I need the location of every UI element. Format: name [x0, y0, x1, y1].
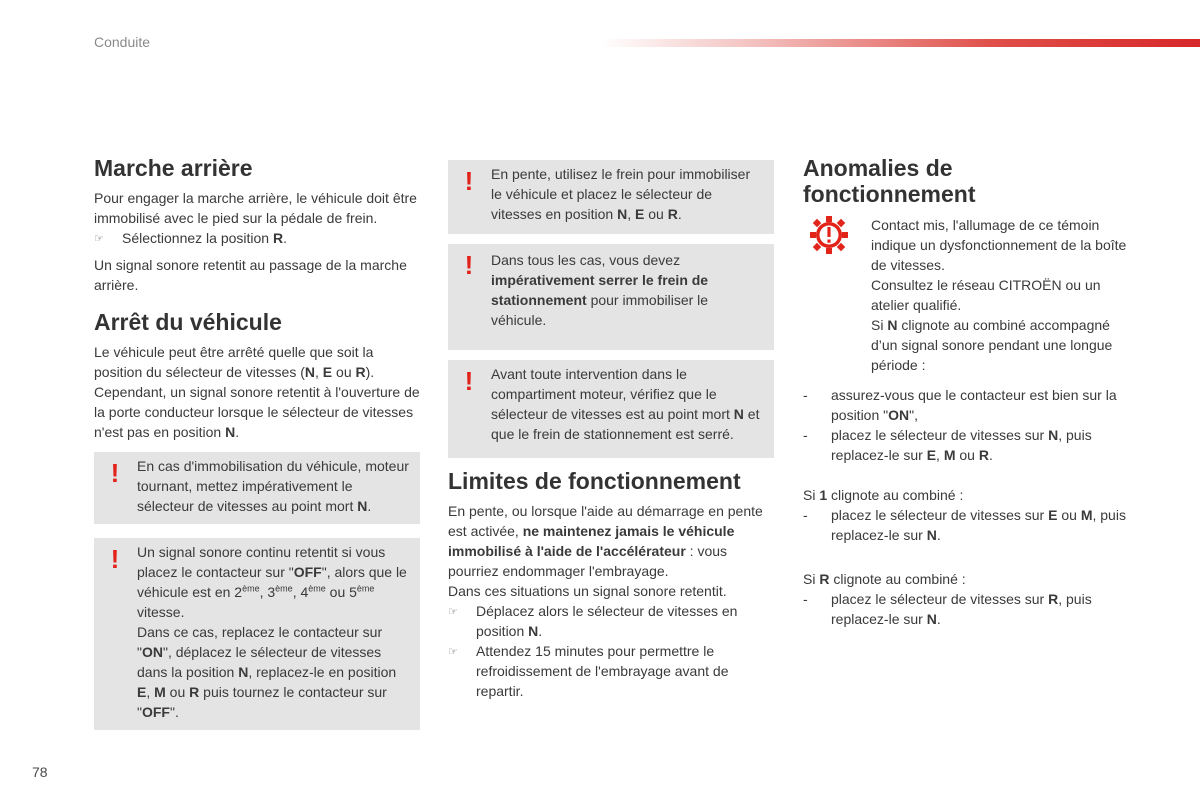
anomalies-p1: Contact mis, l'allumage de ce témoin indique un dysfonctionnement de la boîte de vitesses. — [871, 217, 1127, 273]
exclamation-icon: ! — [464, 166, 474, 196]
anomalies-si-R: Si R clignote au combiné : — [803, 571, 966, 587]
anomalies-dash-4: - placez le sélecteur de vitesses sur R, puis replacez-le sur N. — [803, 591, 1092, 627]
pointing-hand-icon: ☞ — [94, 233, 104, 245]
limites-step-1: ☞ Déplacez alors le sélecteur de vitesses en position N. — [448, 603, 738, 639]
marche-arriere-intro: Pour engager la marche arrière, le véhicule doit être immobilisé avec le pied sur la pédale de frein. — [94, 190, 417, 226]
warning-box-frein-stationnement: ! Dans tous les cas, vous devez impérativement serrer le frein de stationnement pour immobiliser le véhicule. — [448, 244, 774, 350]
dash-bullet: - — [803, 427, 808, 443]
exclamation-icon: ! — [464, 250, 474, 280]
column-right — [803, 155, 1133, 629]
column-middle — [448, 160, 774, 701]
anomalies-intro — [803, 215, 1133, 375]
pointing-hand-icon: ☞ — [448, 606, 458, 618]
warning-box-immobilisation: ! En cas d'immobilisation du véhicule, moteur tournant, mettez impérativement le sélecteur de vitesses au point mort N. — [94, 452, 420, 524]
anomalies-dash-1: - assurez-vous que le contacteur est bien sur la position "ON", — [803, 387, 1117, 423]
anomalies-p2: Consultez le réseau CITROËN ou un atelier qualifié. — [871, 277, 1101, 313]
anomalies-p3: Si N clignote au combiné accompagné d’un signal sonore pendant une longue période : — [871, 317, 1113, 373]
dash-bullet: - — [803, 591, 808, 607]
marche-arriere-title: Marche arrière — [94, 155, 253, 181]
warning-box-pente: ! En pente, utilisez le frein pour immobiliser le véhicule et placez le sélecteur de vitesses en position N, E ou R. — [448, 160, 774, 234]
anomalies-dash-3: - placez le sélecteur de vitesses sur E ou M, puis replacez-le sur N. — [803, 507, 1126, 543]
column-left — [94, 155, 420, 730]
limites-title: Limites de fonctionnement — [448, 468, 741, 494]
warning-box-compartiment-moteur: ! Avant toute intervention dans le compartiment moteur, vérifiez que le sélecteur de vitesses est au point mort N et que le frein de stationnement est serré. — [448, 360, 774, 458]
header-red-bar — [600, 39, 1200, 47]
arret-vehicule-title: Arrêt du véhicule — [94, 309, 282, 335]
limites-step-2: ☞ Attendez 15 minutes pour permettre le refroidissement de l'embrayage avant de repartir. — [448, 643, 729, 699]
dash-bullet: - — [803, 507, 808, 523]
limites-p1: En pente, ou lorsque l'aide au démarrage en pente est activée, ne maintenez jamais le véhicule immobilisé à l'aide de l'accélérateur : vous pourriez endommager l'embrayage. — [448, 503, 763, 579]
dash-bullet: - — [803, 387, 808, 403]
warning-box-signal-sonore: ! Un signal sonore continu retentit si vous placez le contacteur sur "OFF", alors que le véhicule est en 2ème, 3ème, 4ème ou 5ème vitesse. Dans ce cas, replacez le contacteur sur "ON", déplacez le sélecteur de vitesses dans la position N, replacez-le en position E, M ou R puis tournez le contacteur sur "OFF". — [94, 538, 420, 730]
exclamation-icon: ! — [110, 544, 120, 574]
marche-arriere-signal: Un signal sonore retentit au passage de la marche arrière. — [94, 257, 407, 293]
exclamation-icon: ! — [464, 366, 474, 396]
exclamation-icon: ! — [110, 458, 120, 488]
anomalies-si-1: Si 1 clignote au combiné : — [803, 487, 964, 503]
arret-vehicule-p2: Cependant, un signal sonore retentit à l'ouverture de la porte conducteur lorsque le sélecteur de vitesses n'est pas en position N. — [94, 384, 420, 440]
header-section-label: Conduite — [94, 34, 151, 50]
anomalies-dash-2: - placez le sélecteur de vitesses sur N, puis replacez-le sur E, M ou R. — [803, 427, 1092, 463]
limites-p2: Dans ces situations un signal sonore retentit. — [448, 583, 727, 599]
arret-vehicule-p1: Le véhicule peut être arrêté quelle que soit la position du sélecteur de vitesses (N, E ou R). — [94, 344, 375, 380]
anomalies-title: Anomalies de fonctionnement — [803, 155, 976, 207]
gearbox-fault-icon — [809, 215, 849, 255]
marche-arriere-step: ☞ Sélectionnez la position R. — [94, 228, 420, 249]
page-number: 78 — [32, 764, 48, 780]
pointing-hand-icon: ☞ — [448, 646, 458, 658]
